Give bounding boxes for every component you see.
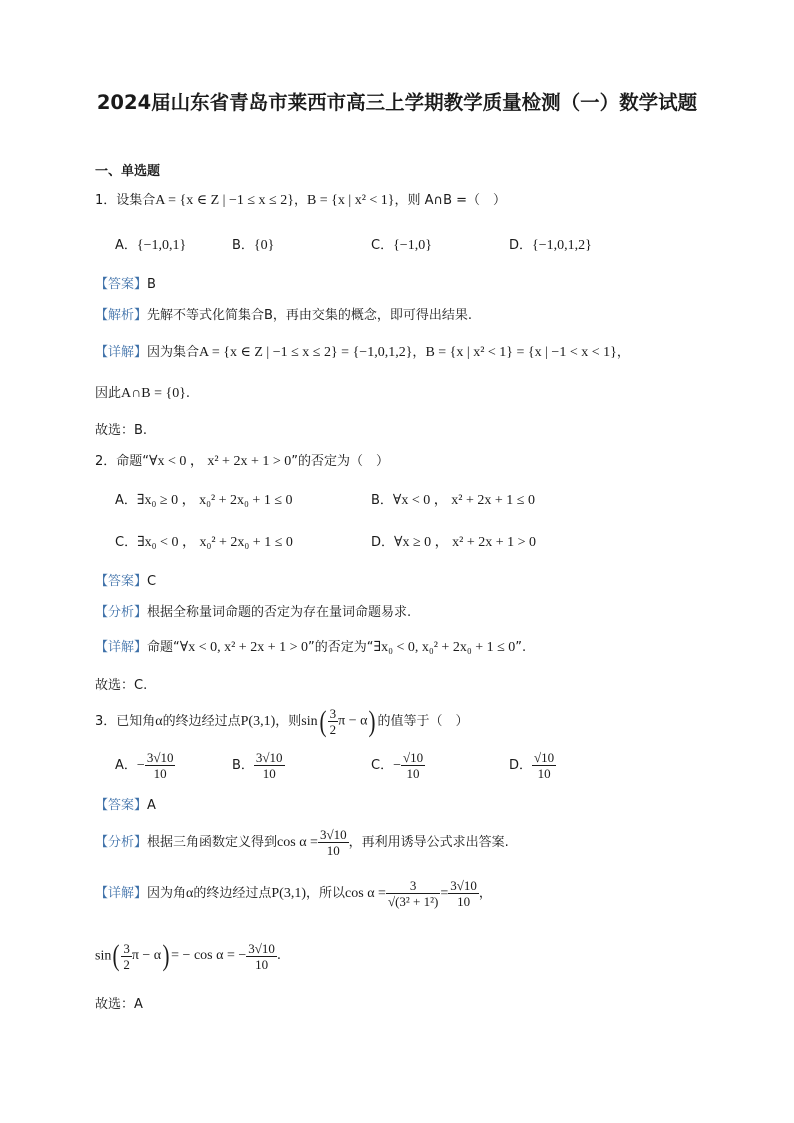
detail-text: 因此: [95, 386, 122, 401]
q3-option-a: [115, 748, 175, 784]
stem-math: P(3,1): [240, 714, 276, 729]
detail-fraction-3: [121, 941, 132, 972]
detail-text: ，所以: [306, 886, 346, 901]
option-fraction: [254, 750, 285, 781]
analysis-tag: 【分析】: [95, 835, 148, 850]
q3-option-b: [232, 748, 285, 784]
q3-answer: [95, 796, 156, 816]
fraction-denominator: 2: [123, 956, 130, 972]
q3-choose: 故选：A: [95, 997, 143, 1012]
option-fraction: [532, 750, 556, 781]
fraction-numerator: 3: [386, 878, 440, 894]
q3-detail-line2: [95, 936, 281, 977]
detail-tag: 【详解】: [95, 345, 148, 360]
detail-math: = − cos α = −: [171, 948, 247, 963]
q1-analysis: [95, 306, 472, 326]
q1-option-c: [371, 236, 432, 256]
q2-answer: [95, 572, 156, 592]
answer-tag: 【答案】: [95, 574, 148, 589]
option-label: D．: [509, 238, 533, 253]
detail-text: 命题“: [147, 640, 180, 655]
fraction-denominator: √(3² + 1²): [387, 894, 439, 909]
stem-math: π − α: [338, 713, 368, 729]
answer-tag: 【答案】: [95, 798, 148, 813]
stem-math: ∀x < 0 ， x² + 2x + 1 > 0: [149, 454, 292, 469]
q2-stem: [95, 452, 389, 472]
option-label: C．: [371, 758, 394, 773]
option-fraction: [145, 750, 176, 781]
answer-tag: 【答案】: [95, 277, 148, 292]
q2-option-c: [115, 533, 293, 553]
detail-text: ，: [478, 886, 492, 901]
q1-detail: [95, 343, 630, 363]
q1-set-a: A = {x ∈ Z | −1 ≤ x ≤ 2}: [155, 193, 294, 208]
option-sign: −: [136, 758, 145, 773]
option-sign: −: [393, 758, 401, 773]
detail-math: sin: [95, 948, 112, 964]
answer-value: B: [147, 277, 156, 292]
q1-stem-prefix: 1．设集合: [95, 193, 156, 208]
option-value: {−1,0,1,2}: [532, 238, 592, 253]
q1-choose: 故选：B.: [95, 423, 148, 438]
fraction-numerator: 3: [329, 706, 337, 721]
fraction-denominator: 2: [329, 722, 337, 737]
detail-text: .: [185, 386, 191, 401]
detail-math: α: [186, 886, 194, 901]
option-value: ∃x₀ < 0 ， x₀² + 2x₀ + 1 ≤ 0: [137, 535, 293, 550]
analysis-text: 根据全称量词命题的否定为存在量词命题易求.: [147, 605, 412, 620]
analysis-tag: 【解析】: [95, 308, 148, 323]
fraction-denominator: 10: [255, 956, 269, 972]
analysis-tag: 【分析】: [95, 605, 148, 620]
detail-fraction-2: [448, 878, 479, 909]
option-label: A．: [115, 493, 137, 508]
detail-text: 的终边经过点: [193, 886, 272, 901]
stem-text: 2．命题“: [95, 454, 150, 469]
detail-math: P(3,1): [271, 886, 307, 901]
left-paren: (: [319, 704, 327, 738]
stem-math: α: [155, 714, 163, 729]
right-paren: ): [368, 704, 376, 738]
option-label: C．: [371, 238, 394, 253]
detail-text: ，: [412, 345, 426, 360]
detail-text: ”的否定为“: [308, 640, 374, 655]
stem-text: ，则: [275, 714, 302, 729]
answer-value: A: [147, 798, 156, 813]
q1-sep: ，: [293, 193, 307, 208]
option-fraction: [401, 750, 425, 781]
stem-text: 的终边经过点: [162, 714, 241, 729]
q1-option-d: [509, 236, 592, 256]
option-label: D．: [371, 535, 395, 550]
stem-text: ”的否定为（ ）: [291, 454, 389, 469]
option-value: ∃x₀ ≥ 0 ， x₀² + 2x₀ + 1 ≤ 0: [136, 493, 293, 508]
analysis-math: cos α =: [277, 835, 318, 850]
fraction-denominator: 10: [262, 766, 276, 781]
q3-detail: [95, 874, 492, 914]
fraction-denominator: 10: [326, 843, 340, 858]
q1-stem-suffix: ，则 A∩B =（ ）: [394, 193, 507, 208]
q3-option-d: [509, 748, 556, 784]
section-heading: 一、单选题: [95, 164, 161, 179]
detail-text: 因为集合: [147, 345, 200, 360]
fraction-denominator: 10: [406, 766, 420, 781]
detail-tag: 【详解】: [95, 640, 148, 655]
q1-option-a: [115, 236, 186, 256]
option-value: {0}: [253, 238, 275, 253]
detail-math: ∀x < 0, x² + 2x + 1 > 0: [179, 640, 308, 655]
detail-fraction-1: [386, 878, 440, 909]
detail-math: π − α: [131, 948, 162, 963]
fraction-numerator: 3: [123, 940, 130, 956]
q1-set-b: B = {x | x² < 1}: [306, 193, 395, 208]
detail-math: A∩B = {0}: [121, 386, 186, 401]
detail-math: =: [440, 886, 449, 901]
fraction-denominator: 10: [537, 766, 551, 781]
option-label: B．: [232, 758, 254, 773]
detail-math: A = {x ∈ Z | −1 ≤ x ≤ 2} = {−1,0,1,2}: [199, 345, 413, 360]
q2-option-b: [371, 491, 535, 511]
fraction-numerator: √10: [402, 750, 424, 765]
detail-text: .: [276, 948, 282, 963]
stem-text: 3．已知角: [95, 714, 156, 729]
q1-answer: [95, 275, 156, 295]
q1-detail-line2: [95, 384, 190, 404]
q2-option-d: [371, 533, 536, 553]
q3-stem: [95, 706, 468, 737]
q2-choose: 故选：C.: [95, 678, 148, 693]
option-label: B．: [371, 493, 393, 508]
option-value: ∀x ≥ 0 ， x² + 2x + 1 > 0: [394, 535, 537, 550]
fraction-numerator: 3√10: [319, 827, 347, 842]
fraction-denominator: 10: [153, 766, 167, 781]
q3-option-c: [371, 748, 425, 784]
stem-fraction: [328, 706, 339, 737]
analysis-fraction: [318, 827, 349, 858]
q2-detail: [95, 638, 526, 658]
stem-math: sin: [301, 714, 318, 729]
analysis-text: 先解不等式化简集合B，再由交集的概念，即可得出结果.: [147, 308, 473, 323]
q3-analysis: [95, 825, 509, 861]
fraction-numerator: 3√10: [248, 940, 275, 956]
option-label: A．: [115, 758, 137, 773]
option-label: A．: [115, 238, 137, 253]
option-label: C．: [115, 535, 138, 550]
right-paren: ): [162, 939, 170, 972]
analysis-text: 根据三角函数定义得到: [147, 835, 278, 850]
option-value: ∀x < 0 ， x² + 2x + 1 ≤ 0: [392, 493, 535, 508]
detail-fraction-4: [246, 941, 277, 972]
detail-math: ∃x₀ < 0, x₀² + 2x₀ + 1 ≤ 0: [373, 640, 516, 655]
page-title: 2024届山东省青岛市莱西市高三上学期教学质量检测（一）数学试题: [96, 91, 698, 114]
detail-text: ”.: [515, 640, 527, 655]
detail-math: B = {x | x² < 1} = {x | −1 < x < 1}: [425, 345, 617, 360]
detail-text: 因为角: [147, 886, 187, 901]
detail-math: cos α =: [345, 886, 386, 901]
fraction-numerator: √10: [534, 750, 555, 765]
detail-tag: 【详解】: [95, 886, 148, 901]
q2-analysis: [95, 603, 411, 623]
fraction-denominator: 10: [457, 894, 471, 909]
fraction-numerator: 3√10: [255, 750, 283, 765]
stem-text: 的值等于（ ）: [377, 714, 469, 729]
option-value: {−1,0}: [393, 238, 432, 253]
option-label: D．: [509, 758, 533, 773]
option-value: {−1,0,1}: [136, 238, 187, 253]
q2-option-a: [115, 491, 293, 511]
fraction-numerator: 3√10: [450, 878, 477, 893]
q1-stem: [95, 191, 506, 211]
answer-value: C: [147, 574, 157, 589]
option-label: B．: [232, 238, 254, 253]
q1-option-b: [232, 236, 274, 256]
left-paren: (: [112, 939, 120, 972]
fraction-numerator: 3√10: [146, 750, 174, 765]
analysis-text: ，再利用诱导公式求出答案.: [348, 835, 509, 850]
detail-text: ，: [616, 345, 630, 360]
